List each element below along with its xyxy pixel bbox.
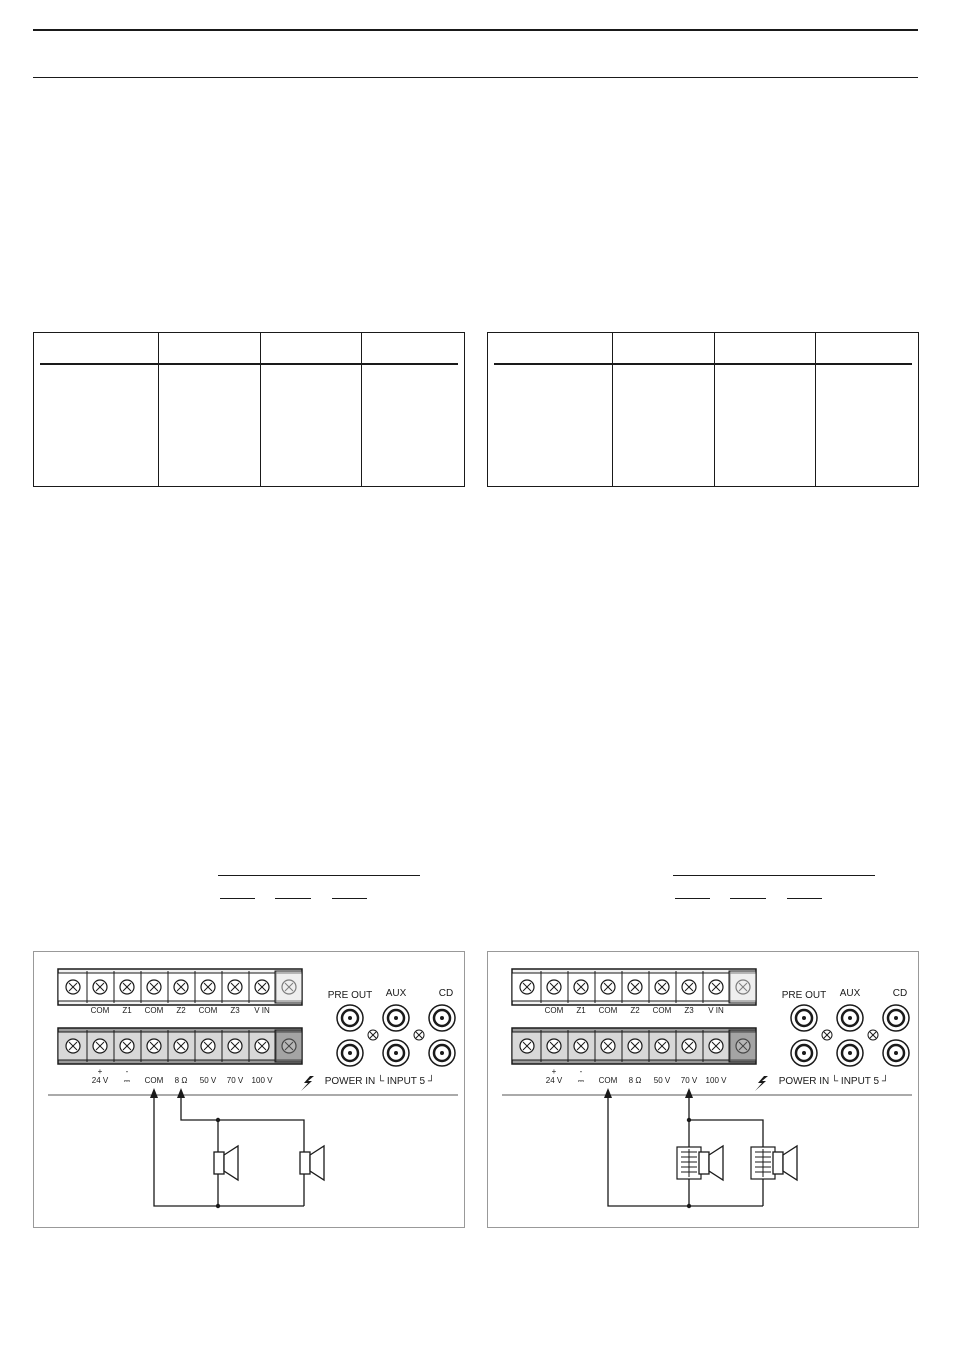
table-header-rule [40, 363, 458, 365]
terminal-end-block [729, 1030, 756, 1062]
speaker-cone [783, 1146, 797, 1180]
jack-pin [394, 1016, 398, 1020]
table-header-rule [494, 363, 912, 365]
terminal-label-top: COM [652, 1006, 672, 1015]
cd-jack [883, 1005, 909, 1031]
jack-pin [894, 1016, 898, 1020]
header-rule-bottom [33, 77, 918, 78]
terminal-label-bottom: 100 V [251, 1076, 273, 1085]
terminal-label-top: COM [598, 1006, 618, 1015]
terminal-label-top: COM [90, 1006, 110, 1015]
input5-jack-left [837, 1040, 863, 1066]
terminal-label-top: Z3 [684, 1006, 694, 1015]
polarity-minus: - [579, 1067, 583, 1076]
formula-frac-right-3 [787, 898, 822, 899]
terminal-end-block [729, 971, 756, 1003]
cd-jack [429, 1005, 455, 1031]
terminal-label-bottom: 70 V [680, 1076, 698, 1085]
speaker-1-with-transformer [677, 1146, 723, 1180]
speaker-magnet [699, 1152, 709, 1174]
aux-jack [837, 1005, 863, 1031]
aux-jack [383, 1005, 409, 1031]
speaker-cone [310, 1146, 324, 1180]
table-column-divider [158, 333, 159, 486]
terminal-label-top: V IN [254, 1006, 270, 1015]
terminal-label-bottom: 50 V [199, 1076, 217, 1085]
jack-label-aux: AUX [839, 988, 861, 999]
formula-line-left [218, 875, 420, 876]
formula-frac-left-2 [275, 898, 311, 899]
speaker-magnet [773, 1152, 783, 1174]
terminal-label-bottom: COM [144, 1076, 164, 1085]
arrow-tap [177, 1088, 185, 1098]
lightning-icon [301, 1076, 314, 1091]
formula-frac-right-2 [730, 898, 766, 899]
arrow-com [150, 1088, 158, 1098]
speaker-wiring [150, 1088, 304, 1208]
table-column-divider [260, 333, 261, 486]
terminal-label-top: Z2 [630, 1006, 640, 1015]
terminal-label-top: V IN [708, 1006, 724, 1015]
jack-pin [848, 1051, 852, 1055]
terminal-label-bottom: COM [598, 1076, 618, 1085]
jack-pin [802, 1016, 806, 1020]
terminal-label-bottom: 70 V [226, 1076, 244, 1085]
terminal-label-top: COM [144, 1006, 164, 1015]
jack-pin [348, 1016, 352, 1020]
table-column-divider [714, 333, 715, 486]
speaker-2-with-transformer [751, 1146, 797, 1180]
jack-label-power-in: POWER IN [778, 1076, 830, 1087]
input5-jack-right [883, 1040, 909, 1066]
pre-out-jack [791, 1005, 817, 1031]
terminal-end-block [275, 1030, 302, 1062]
lightning-icon [755, 1076, 768, 1091]
jack-label-pre-out: PRE OUT [327, 990, 373, 1001]
wire-com [154, 1092, 304, 1206]
wire-junction [216, 1204, 220, 1208]
wiring-diagram-100v-line [487, 951, 919, 1228]
wiring-diagram-low-impedance [33, 951, 465, 1228]
table-column-divider [612, 333, 613, 486]
terminal-end-block [275, 971, 302, 1003]
formula-line-right [673, 875, 875, 876]
terminal-label-bottom: 8 Ω [628, 1076, 642, 1085]
terminal-label-bottom: 8 Ω [174, 1076, 188, 1085]
wire-junction [216, 1118, 220, 1122]
lower-terminal-strip [512, 1028, 756, 1064]
polarity-plus: + [551, 1067, 557, 1076]
speaker-cone [709, 1146, 723, 1180]
jack-label-aux: AUX [385, 988, 407, 999]
wire-junction [687, 1204, 691, 1208]
jack-pin [802, 1051, 806, 1055]
power-in-jack [791, 1040, 817, 1066]
terminal-label-bottom: 100 V [705, 1076, 727, 1085]
jack-pin [348, 1051, 352, 1055]
terminal-label-top: Z2 [176, 1006, 186, 1015]
jack-pin [394, 1051, 398, 1055]
header-rule-top [33, 29, 918, 31]
table-column-divider [815, 333, 816, 486]
wire-tap [181, 1092, 304, 1206]
jack-label-input5: └ INPUT 5 ┘ [831, 1076, 889, 1087]
terminal-label-top: COM [544, 1006, 564, 1015]
jack-label-input5: └ INPUT 5 ┘ [377, 1076, 435, 1087]
speaker-magnet [300, 1152, 310, 1174]
terminal-label-top: Z1 [122, 1006, 132, 1015]
formula-frac-left-1 [220, 898, 255, 899]
jack-label-power-in: POWER IN [324, 1076, 376, 1087]
jack-pin [894, 1051, 898, 1055]
jack-label-cd: CD [438, 988, 454, 999]
input5-jack-right [429, 1040, 455, 1066]
terminal-label-top: Z1 [576, 1006, 586, 1015]
speaker-cone [224, 1146, 238, 1180]
jack-label-pre-out: PRE OUT [781, 990, 827, 1001]
table-column-divider [361, 333, 362, 486]
arrow-com [604, 1088, 612, 1098]
pre-out-jack [337, 1005, 363, 1031]
terminal-label-top: Z3 [230, 1006, 240, 1015]
terminal-label-bottom: 50 V [653, 1076, 671, 1085]
spec-table-right [487, 332, 919, 487]
terminal-label-top: COM [198, 1006, 218, 1015]
lower-terminal-strip [58, 1028, 302, 1064]
polarity-plus: + [97, 1067, 103, 1076]
jack-label-cd: CD [892, 988, 908, 999]
terminal-label-bottom: ⎓ [123, 1076, 131, 1085]
formula-frac-right-1 [675, 898, 710, 899]
formula-frac-left-3 [332, 898, 367, 899]
terminal-label-bottom: ⎓ [577, 1076, 585, 1085]
jack-pin [440, 1051, 444, 1055]
terminal-label-bottom: 24 V [545, 1076, 563, 1085]
upper-terminal-strip [58, 969, 302, 1005]
wire-junction [687, 1118, 691, 1122]
speaker-magnet [214, 1152, 224, 1174]
input5-jack-left [383, 1040, 409, 1066]
spec-table-left [33, 332, 465, 487]
jack-pin [440, 1016, 444, 1020]
rear-panel-svg [488, 952, 918, 1227]
jack-pin [848, 1016, 852, 1020]
terminal-label-bottom: 24 V [91, 1076, 109, 1085]
power-in-jack [337, 1040, 363, 1066]
upper-terminal-strip [512, 969, 756, 1005]
rear-panel-svg [34, 952, 464, 1227]
arrow-tap [685, 1088, 693, 1098]
polarity-minus: - [125, 1067, 129, 1076]
